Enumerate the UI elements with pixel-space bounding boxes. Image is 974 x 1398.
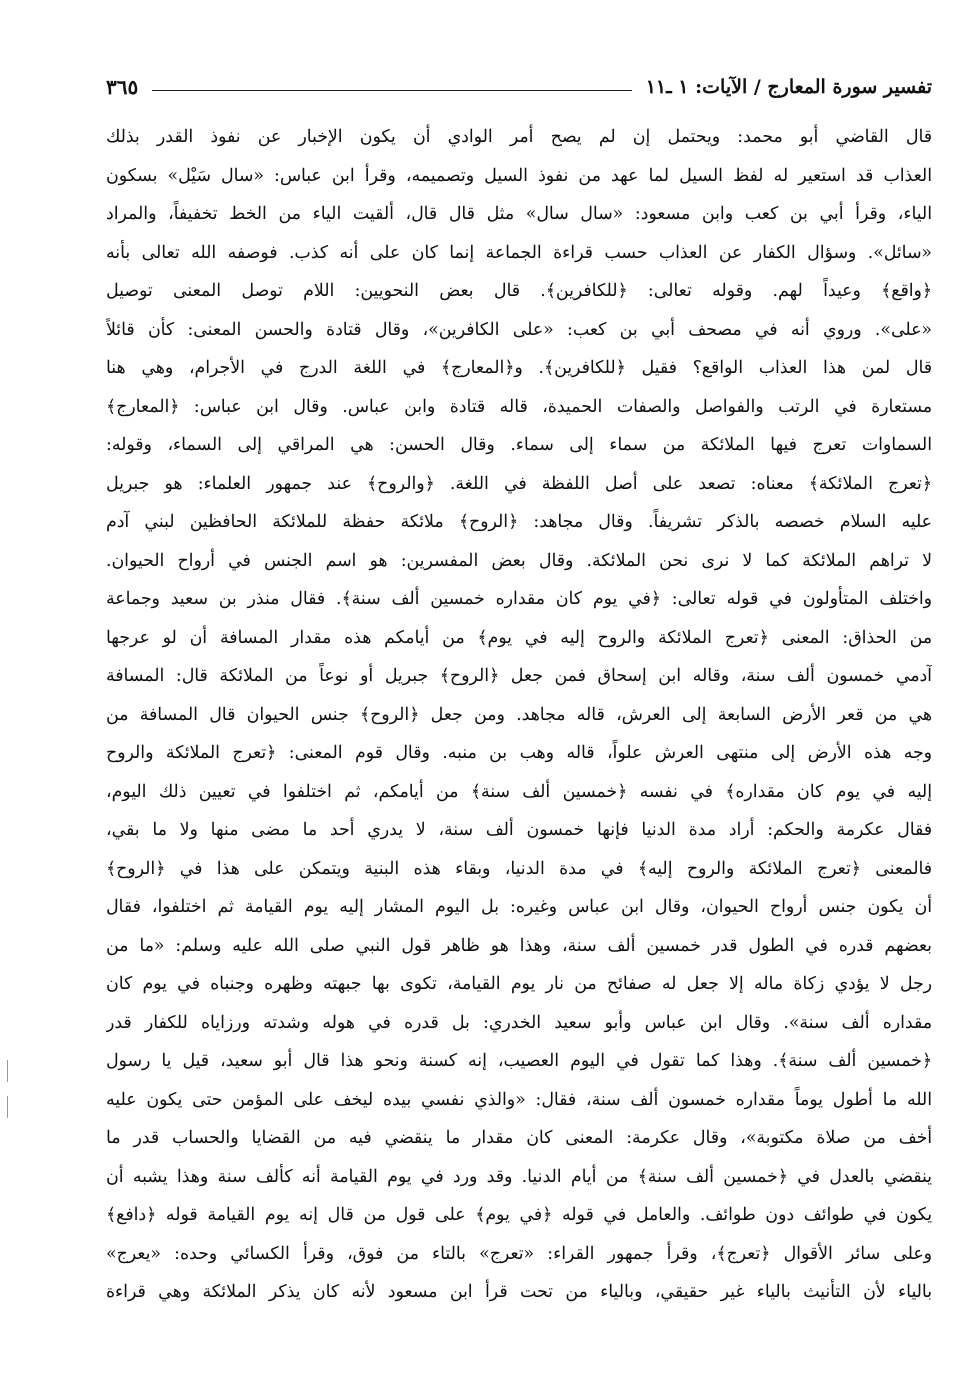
text-line: هي من قعر الأرض السابعة إلى العرش، قاله مجاهد. ومن جعل ﴿الروح﴾ جنس الحيوان قال المسافة من [106, 704, 932, 725]
text-line: قال القاضي أبو محمد: ويحتمل إن لم يصح أمر الوادي أن يكون الإخبار عن نفوذ القدر بذلك [106, 127, 932, 147]
text-line: الله ما أطول يوماً مقداره خمسون ألف سنة، فقال: «والذي نفسي بيده ليخف على المؤمن حتى يكون عليه [106, 1089, 932, 1110]
text-line: ﴿خمسين ألف سنة﴾. وهذا كما تقول في اليوم العصيب، إنه كسنة ونحو هذا قال أبو سعيد، قيل يا رسول [106, 1051, 932, 1071]
text-line: وجه هذه الأرض إلى منتهى العرش علواً، قاله وهب بن منبه. وقال قوم المعنى: ﴿تعرج الملائكة والروح [106, 743, 932, 763]
text-line: فالمعنى ﴿تعرج الملائكة والروح إليه﴾ في مدة الدنيا، وبقاء هذه البنية ويتمكن على هذا في ﴿الروح﴾ [106, 858, 932, 879]
text-line: واختلف المتأولون في قوله تعالى: ﴿في يوم كان مقداره خمسين ألف سنة﴾. فقال منذر بن سعيد وجماعة [106, 589, 932, 609]
text-line: عليه السلام خصصه بالذكر تشريفاً. وقال مجاهد: ﴿الروح﴾ ملائكة حفظة للملائكة الحافظين لبني آدم [106, 512, 932, 532]
text-line: من الحذاق: المعنى ﴿تعرج الملائكة والروح إليه في يوم﴾ من أيامكم هذه مقدار المسافة أن لو عرجها [106, 627, 932, 648]
text-line: الياء، وقرأ أبي بن كعب وابن مسعود: «سال سال» مثل قال قال، ألقيت الياء من الخط تخفيفاً، والمراد [106, 204, 932, 224]
page-number: ٣٦٥ [106, 75, 139, 99]
text-line: أخف من صلاة مكتوبة»، وقال عكرمة: المعنى كان مقدار ما ينقضي فيه من القضايا والحساب قدر ما [106, 1128, 932, 1148]
text-line: فقال عكرمة والحكم: أراد مدة الدنيا فإنها خمسون ألف سنة، لا يدري أحد ما مضى منها ولا ما بقي، [106, 820, 932, 840]
text-line: أن يكون جنس أرواح الحيوان، وقال ابن عباس وغيره: بل اليوم المشار إليه يوم القيامة ثم اختلفوا، فقال [106, 897, 932, 917]
body-text [106, 118, 932, 1312]
text-line: يكون في طوائف دون طوائف. والعامل في قوله ﴿في يوم﴾ على قول من قال إنه يوم القيامة قوله ﴿دافع﴾ [106, 1205, 932, 1225]
text-line: مقداره ألف سنة». وقال ابن عباس وأبو سعيد الخدري: بل قدره في هوله وشدته ورزاياه للكفار قدر [106, 1012, 932, 1033]
text-line: «سائل». وسؤال الكفار عن العذاب حسب قراءة الجماعة إنما كان على أنه كذب. فوصفه الله تعالى بأنه [106, 242, 932, 263]
scan-edge-marks [6, 1060, 8, 1140]
text-line: إليه في يوم كان مقداره﴾ في نفسه ﴿خمسين ألف سنة﴾ من أيامكم، ثم اختلفوا في تعيين ذلك اليوم، [106, 781, 932, 802]
text-line: ينقضي بالعدل في ﴿خمسين ألف سنة﴾ من أيام الدنيا. وقد ورد في يوم القيامة أنه كألف سنة وهذا يشبه أن [106, 1166, 932, 1187]
text-line: قال لمن هذا العذاب الواقع؟ فقيل ﴿للكافرين﴾. و﴿المعارج﴾ في اللغة الدرج في الأجرام، وهي هنا [106, 358, 932, 378]
text-line: ﴿واقع﴾ وعيداً لهم. وقوله تعالى: ﴿للكافرين﴾. قال بعض النحويين: اللام توصل المعنى توصيل [106, 281, 932, 301]
text-line: مستعارة في الرتب والفواصل والصفات الحميدة، قاله قتادة وابن عباس. وقال ابن عباس: ﴿المعارج﴾ [106, 396, 932, 417]
text-line: رجل لا يؤدي زكاة ماله إلا جعل له صفائح من نار يوم القيامة، تكوى بها جبهته وظهره وجنباه في يوم كان [106, 974, 932, 994]
text-line: ﴿تعرج الملائكة﴾ معناه: تصعد على أصل اللفظة في اللغة. ﴿والروح﴾ عند جمهور العلماء: هو جبريل [106, 473, 932, 494]
edge-mark [7, 1060, 8, 1082]
header-title: تفسير سورة المعارج / الآيات: ١ ـ١١ [645, 76, 932, 98]
edge-mark [7, 1096, 8, 1118]
text-line: آدمي خمسون ألف سنة، وقاله ابن إسحاق فمن جعل ﴿الروح﴾ جبريل أو نوعاً من الملائكة قال: المسافة [106, 666, 932, 686]
text-line: بالياء لأن التأنيث بالياء غير حقيقي، وبالياء من تحت قرأ ابن مسعود لأنه كان يذكر الملائكة وهي قراءة [106, 1282, 932, 1302]
text-line: «على». وروي أنه في مصحف أبي بن كعب: «على الكافرين»، وقال قتادة والحسن المعنى: كأن قائلاً [106, 319, 932, 340]
running-header [106, 70, 932, 104]
text-line: العذاب قد استعير له لفظ السيل لما عهد من نفوذ السيل وتصميمه، وقرأ ابن عباس: «سال سَيْل» بسكون [106, 165, 932, 186]
header-rule [152, 90, 631, 91]
text-line: لا تراهم الملائكة كما لا نرى نحن الملائكة. وقال بعض المفسرين: هو اسم الجنس في أرواح الحيوان. [106, 550, 932, 571]
text-line: السماوات تعرج فيها الملائكة من سماء إلى سماء. وقال الحسن: هي المراقي إلى السماء، وقوله: [106, 435, 932, 455]
text-line: بعضهم قدره في الطول قدر خمسين ألف سنة، وهذا هو ظاهر قول النبي صلى الله عليه وسلم: «ما من [106, 935, 932, 956]
text-line: وعلى سائر الأقوال ﴿تعرج﴾، وقرأ جمهور القراء: «تعرج» بالتاء من فوق، وقرأ الكسائي وحده: «يعرج» [106, 1243, 932, 1264]
